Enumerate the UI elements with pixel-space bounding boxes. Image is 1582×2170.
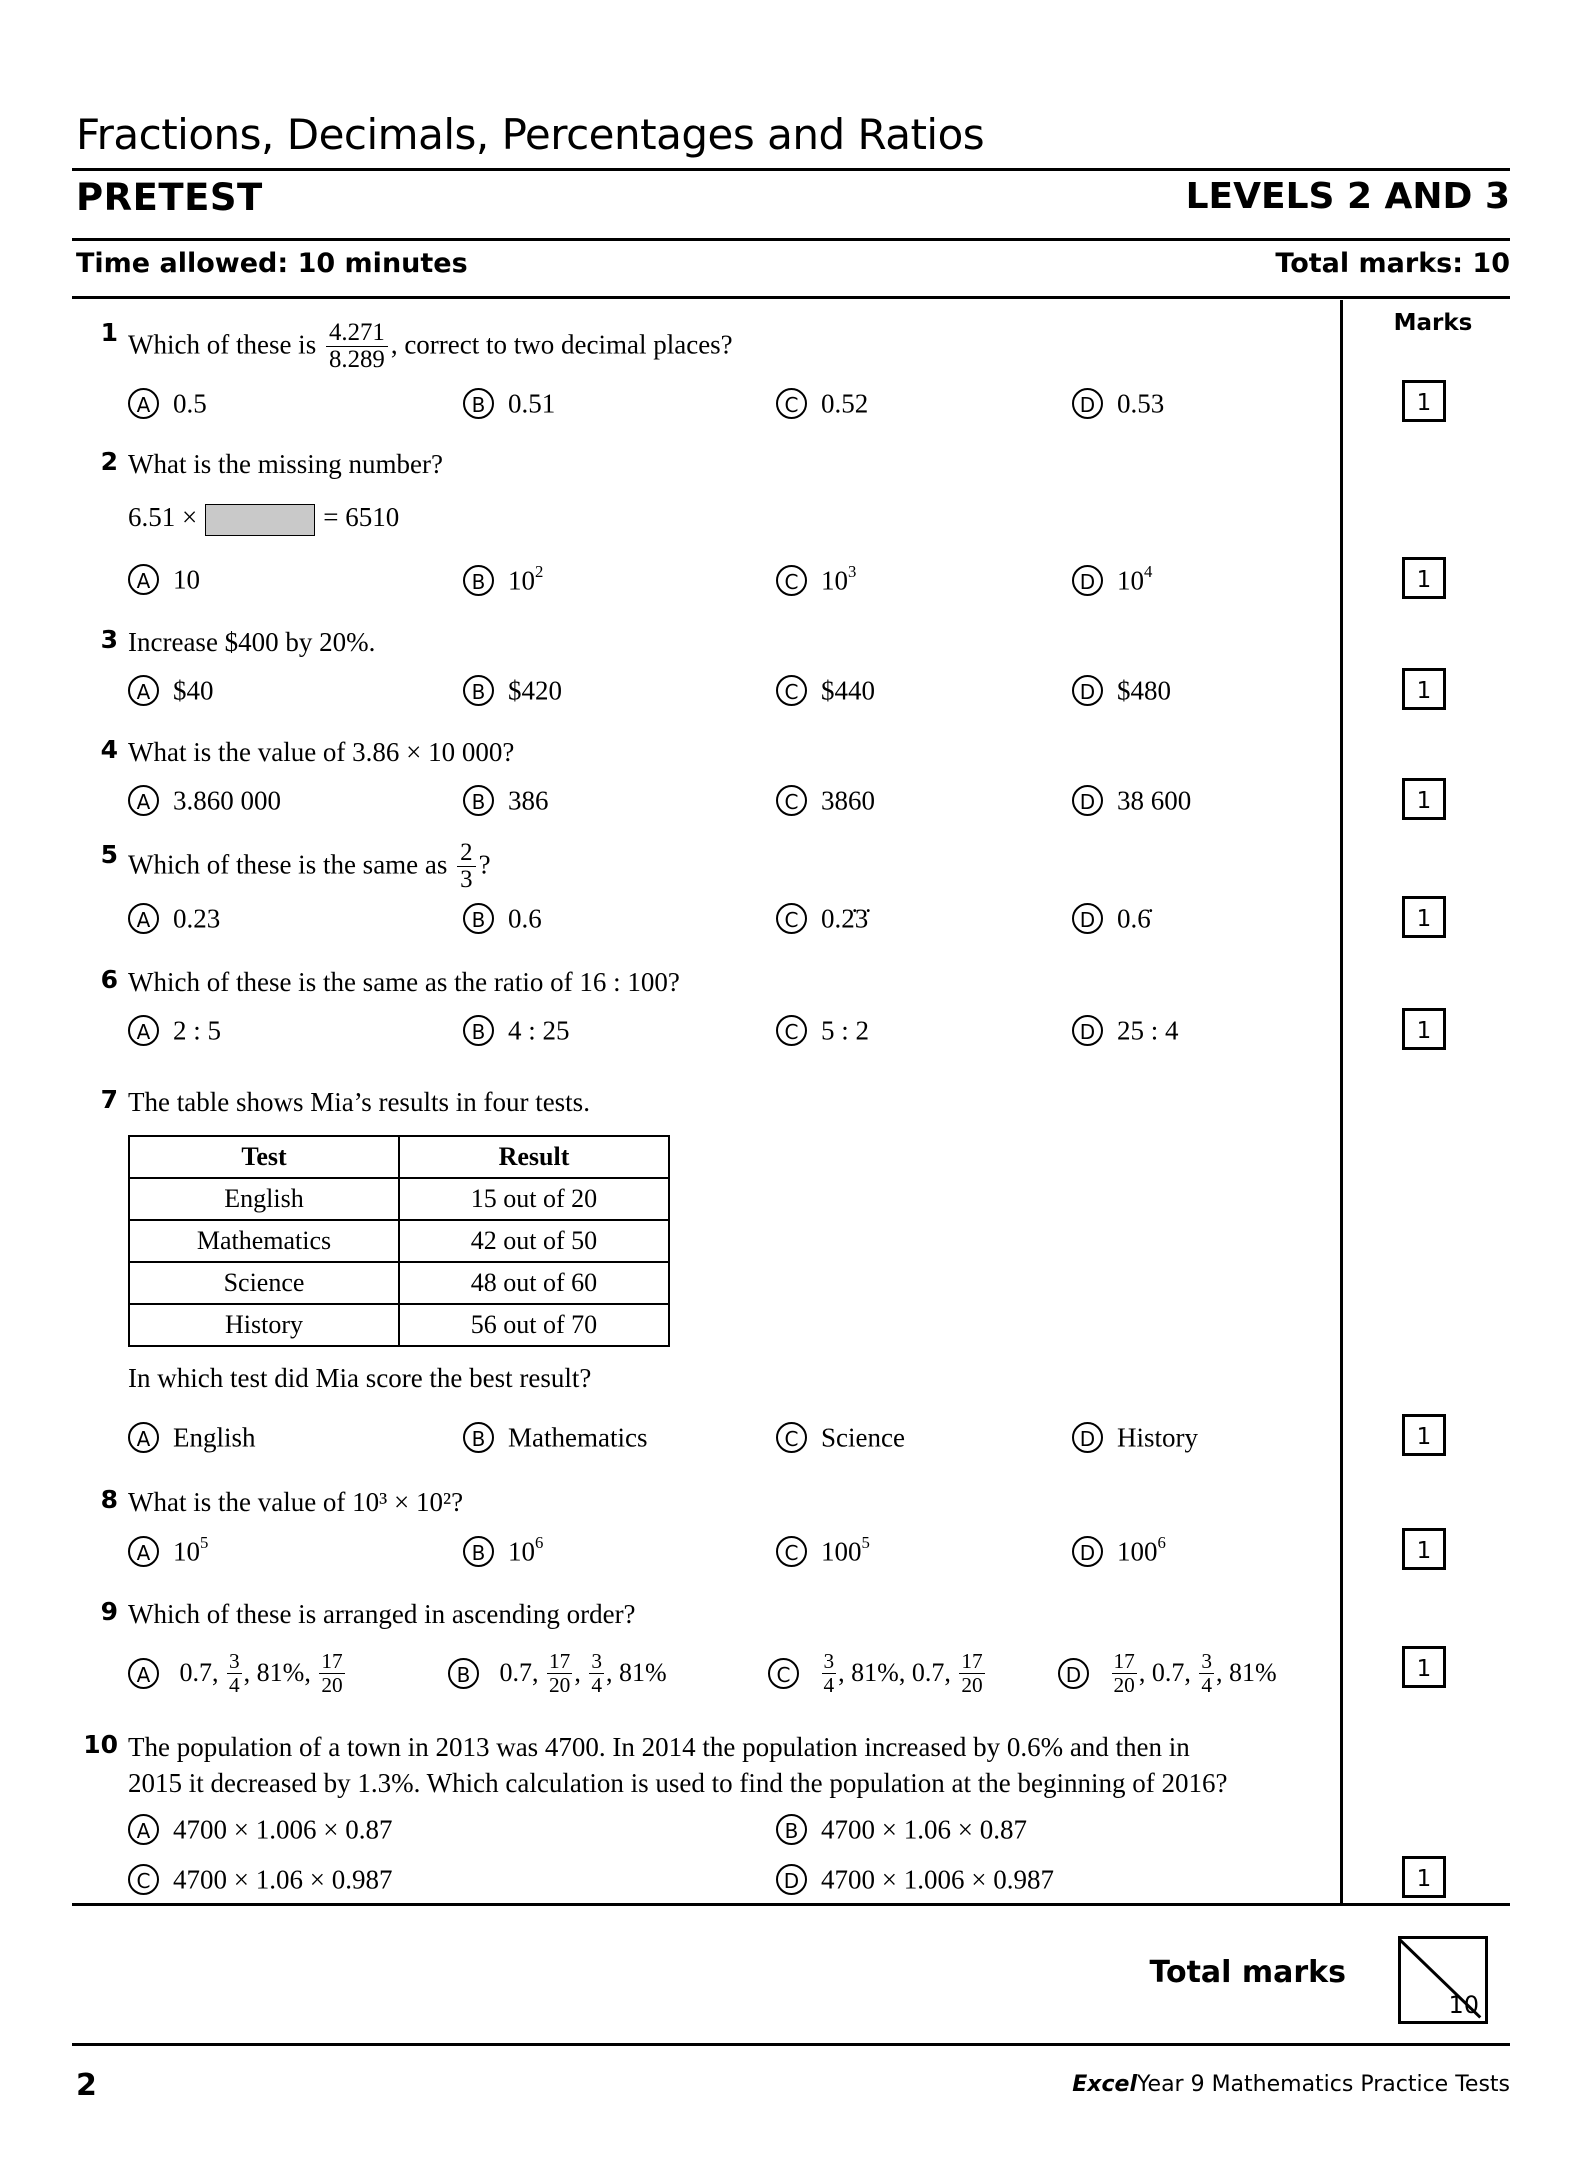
bubble-D[interactable]: D [1072,903,1103,934]
option-7-B[interactable] [463,1420,647,1453]
option-label: 0.7, $\frac{3}{4}$ , 81%, $\frac{17}{20}$ [179,1649,343,1698]
question-number: 3 [100,625,118,654]
cell-result: 42 out of 50 [399,1220,669,1262]
option-2-D[interactable] [1072,562,1152,596]
option-label: 0.6 [508,903,542,934]
marks-column-divider [1340,300,1343,1906]
bubble-C[interactable]: C [776,903,807,934]
bubble-A[interactable]: A [128,1814,159,1845]
page-title: Fractions, Decimals, Percentages and Ratios [76,110,985,159]
option-label: 0.23 [173,903,221,934]
bubble-C[interactable]: C [776,388,807,419]
question-number: 4 [100,735,118,764]
option-9-A[interactable] [128,1650,347,1697]
cell-test: Mathematics [129,1220,399,1262]
bubble-A[interactable]: A [128,1536,159,1567]
column-header-result: Result [399,1136,669,1178]
question-text: Which of these is the same as the ratio of 16 : 100? [128,967,680,997]
option-7-D[interactable] [1072,1420,1198,1453]
fraction: $\frac{3}{4}$ [823,1649,835,1698]
option-label: 10 [1117,565,1144,596]
question-number: 10 [83,1730,118,1759]
question-text-line2: 2015 it decreased by 1.3%. Which calculation is used to find the population at the beginning of 2016? [128,1768,1228,1798]
option-label: 4700 × 1.06 × 0.987 [173,1864,393,1895]
option-10-C[interactable] [128,1862,392,1895]
fraction: $\frac{17}{20}$ [961,1649,983,1698]
question-number: 6 [100,965,118,994]
option-label: 25 : 4 [1117,1015,1179,1046]
fraction: $\frac{3}{4}$ [229,1649,240,1698]
bubble-B[interactable]: B [463,1422,494,1453]
option-label: $480 [1117,675,1171,706]
option-label: 0.51 [508,388,556,419]
option-label: English [173,1422,256,1453]
option-exponent: 6 [1157,1533,1166,1552]
option-label: History [1117,1422,1198,1453]
page-number: 2 [76,2068,97,2103]
mark-box-7: 1 [1402,1414,1446,1456]
bubble-B[interactable]: B [448,1658,479,1689]
bubble-A[interactable]: A [128,675,159,706]
option-label: 0.52 [821,388,869,419]
bubble-C[interactable]: C [768,1658,799,1689]
option-label: 0.2̇3̇ [821,903,869,934]
brand-name: Excel [1072,2072,1138,2097]
question-text: What is the missing number? [128,449,443,479]
option-8-B[interactable] [463,1533,543,1567]
book-title: Year 9 Mathematics Practice Tests [1137,2072,1510,2097]
option-10-A[interactable] [128,1812,392,1845]
option-4-C[interactable] [776,783,875,816]
divider-pretest [72,238,1510,241]
question-text [128,1730,1368,1765]
question-number: 5 [100,840,118,869]
option-label: 0.7, $\frac{17}{20}$ , $\frac{3}{4}$ , 81% [499,1649,667,1698]
option-label: Science [821,1422,905,1453]
question-text-line2-wrap [128,1766,1368,1801]
bubble-A[interactable]: A [128,1015,159,1046]
option-label: $440 [821,675,875,706]
option-label: 4700 × 1.006 × 0.987 [821,1864,1054,1895]
bubble-D[interactable]: D [1072,1422,1103,1453]
bubble-A[interactable]: A [128,903,159,934]
option-label: 100 [1117,1536,1158,1567]
bubble-B[interactable]: B [463,785,494,816]
option-exponent: 6 [535,1533,544,1552]
bubble-A[interactable]: A [128,1658,159,1689]
bubble-D[interactable]: D [1072,785,1103,816]
option-label: 100 [821,1536,862,1567]
option-5-A[interactable] [128,901,220,934]
option-label: 0.5 [173,388,207,419]
bubble-D[interactable]: D [1072,1015,1103,1046]
bubble-B[interactable]: B [463,675,494,706]
option-label: 3860 [821,785,875,816]
option-10-D[interactable] [776,1862,1054,1895]
total-marks-box[interactable] [1398,1936,1488,2024]
bubble-D[interactable]: D [1072,565,1103,596]
option-6-A[interactable] [128,1013,221,1046]
option-label: Mathematics [508,1422,648,1453]
divider-title [72,168,1510,171]
mark-box-8: 1 [1402,1528,1446,1570]
question-text: Increase $400 by 20%. [128,627,376,657]
question-text-after: ? [478,849,491,880]
divider-time [72,296,1510,299]
cell-result: 56 out of 70 [399,1304,669,1346]
option-label: 4700 × 1.06 × 0.87 [821,1814,1027,1845]
bubble-B[interactable]: B [776,1814,807,1845]
question-text: What is the value of 10³ × 10²? [128,1487,464,1517]
option-1-A[interactable] [128,386,207,419]
option-6-B[interactable] [463,1013,570,1046]
option-10-B[interactable] [776,1812,1027,1845]
levels-label: LEVELS 2 AND 3 [1185,176,1510,217]
option-8-D[interactable] [1072,1533,1166,1567]
bubble-D[interactable]: D [1058,1658,1089,1689]
total-marks-label: Total marks: 10 [1275,248,1510,279]
question-number: 9 [100,1597,118,1626]
mark-box-5: 1 [1402,896,1446,938]
mark-box-2: 1 [1402,557,1446,599]
question-text: What is the value of 3.86 × 10 000? [128,737,515,767]
table-row [129,1304,669,1346]
question-number: 1 [100,318,118,347]
fraction: $\frac{3}{4}$ [1201,1649,1212,1698]
option-label: 0.53 [1117,388,1165,419]
option-label: 3.860 000 [173,785,281,816]
bubble-A[interactable]: A [128,564,159,595]
column-header-test: Test [129,1136,399,1178]
option-label: $420 [508,675,562,706]
option-9-B[interactable] [448,1650,667,1697]
option-1-D[interactable] [1072,386,1164,419]
option-6-D[interactable] [1072,1013,1179,1046]
question-text-line1: The population of a town in 2013 was 4700. In 2014 the population increased by 0.6% and then in [128,1732,1190,1762]
option-1-B[interactable] [463,386,555,419]
option-exponent: 5 [200,1533,209,1552]
option-3-C[interactable] [776,673,875,706]
option-exponent: 2 [535,562,544,581]
option-label: 4 : 25 [508,1015,570,1046]
time-allowed-label: Time allowed: 10 minutes [76,248,468,279]
bubble-B[interactable]: B [463,388,494,419]
mark-box-4: 1 [1402,778,1446,820]
option-4-B[interactable] [463,783,549,816]
bubble-C[interactable]: C [776,785,807,816]
question-text [128,840,491,894]
bubble-C[interactable]: C [776,675,807,706]
bubble-C[interactable]: C [776,1536,807,1567]
bubble-D[interactable]: D [1072,675,1103,706]
fraction: $\frac{3}{4}$ [591,1649,602,1698]
option-2-C[interactable] [776,562,856,596]
bubble-D[interactable]: D [1072,1536,1103,1567]
bubble-A[interactable]: A [128,785,159,816]
option-label: 10 [508,1536,535,1567]
option-label: 2 : 5 [173,1015,222,1046]
cell-result: 48 out of 60 [399,1262,669,1304]
option-6-C[interactable] [776,1013,869,1046]
option-5-B[interactable] [463,901,542,934]
pretest-label: PRETEST [76,176,263,219]
bubble-B[interactable]: B [463,1536,494,1567]
option-label: 10 [821,565,848,596]
question-2-equation [128,502,399,536]
total-marks-value: 10 [1448,1991,1479,2019]
cell-test: English [129,1178,399,1220]
mark-box-3: 1 [1402,668,1446,710]
option-7-A[interactable] [128,1420,256,1453]
option-label: 10 [173,564,200,595]
bubble-C[interactable]: C [776,1422,807,1453]
divider-questions-end [72,1903,1510,1906]
option-label: 38 600 [1117,785,1192,816]
option-label: 4700 × 1.006 × 0.87 [173,1814,393,1845]
table-row [129,1220,669,1262]
mark-box-10: 1 [1402,1856,1446,1898]
question-text: Which of these is arranged in ascending order? [128,1599,636,1629]
option-exponent: 5 [861,1533,870,1552]
question-text-before: Which of these is [128,329,317,360]
option-4-A[interactable] [128,783,281,816]
option-3-D[interactable] [1072,673,1171,706]
question-number: 7 [100,1085,118,1114]
equation-right: = 6510 [323,502,400,532]
option-label: 10 [173,1536,200,1567]
table-row [129,1262,669,1304]
option-label: $40 [173,675,214,706]
cell-test: Science [129,1262,399,1304]
equation-left: 6.51 × [128,502,198,532]
option-label: 10 [508,565,535,596]
fraction: $\frac{17}{20}$ [549,1649,571,1698]
bubble-B[interactable]: B [463,1015,494,1046]
option-exponent: 3 [848,562,857,581]
mark-box-6: 1 [1402,1008,1446,1050]
option-9-C[interactable] [768,1650,987,1697]
option-3-A[interactable] [128,673,214,706]
bubble-C[interactable]: C [128,1864,159,1895]
bubble-C[interactable]: C [776,1015,807,1046]
answer-blank-box[interactable] [205,504,315,536]
question-text-before: Which of these is the same as [128,849,448,880]
bubble-D[interactable]: D [1072,388,1103,419]
option-5-C[interactable] [776,901,868,934]
option-label: $\frac{3}{4}$ , 81%, 0.7, $\frac{17}{20}$ [823,1649,983,1698]
question-text: The table shows Mia’s results in four tests. [128,1087,590,1117]
bubble-A[interactable]: A [128,388,159,419]
marks-column-header: Marks [1393,310,1473,336]
option-2-A[interactable] [128,562,200,595]
option-label: $\frac{17}{20}$ , 0.7, $\frac{3}{4}$ , 81% [1113,1649,1277,1698]
option-9-D[interactable] [1058,1650,1277,1697]
cell-test: History [129,1304,399,1346]
cell-result: 15 out of 20 [399,1178,669,1220]
option-8-C[interactable] [776,1533,870,1567]
table-header-row [129,1136,669,1178]
results-table [128,1135,670,1347]
option-1-C[interactable] [776,386,868,419]
mark-box-9: 1 [1402,1646,1446,1688]
option-exponent: 4 [1144,562,1153,581]
table-row [129,1178,669,1220]
bubble-C[interactable]: C [776,565,807,596]
option-5-D[interactable] [1072,901,1151,934]
total-marks-footer-label: Total marks [1149,1955,1346,1990]
footer-book-info [1072,2072,1510,2097]
bubble-B[interactable]: B [463,565,494,596]
bubble-D[interactable]: D [776,1864,807,1895]
option-2-B[interactable] [463,562,543,596]
mark-box-1: 1 [1402,380,1446,422]
option-label: 5 : 2 [821,1015,870,1046]
question-7-subtext: In which test did Mia score the best result? [128,1363,592,1393]
bubble-B[interactable]: B [463,903,494,934]
fraction: $\frac{4.271}{8.289}$ [326,320,388,374]
bubble-A[interactable]: A [128,1422,159,1453]
option-4-D[interactable] [1072,783,1191,816]
question-number: 2 [100,447,118,476]
option-3-B[interactable] [463,673,562,706]
option-7-C[interactable] [776,1420,905,1453]
fraction: $\frac{2}{3}$ [457,840,475,894]
option-8-A[interactable] [128,1533,208,1567]
divider-footer [72,2043,1510,2046]
option-label: 0.6̇ [1117,903,1151,934]
fraction: $\frac{17}{20}$ [1113,1649,1135,1698]
fraction: $\frac{17}{20}$ [321,1649,343,1698]
question-text-after: , correct to two decimal places? [390,329,733,360]
question-number: 8 [100,1485,118,1514]
option-label: 386 [508,785,549,816]
question-text [128,320,733,374]
